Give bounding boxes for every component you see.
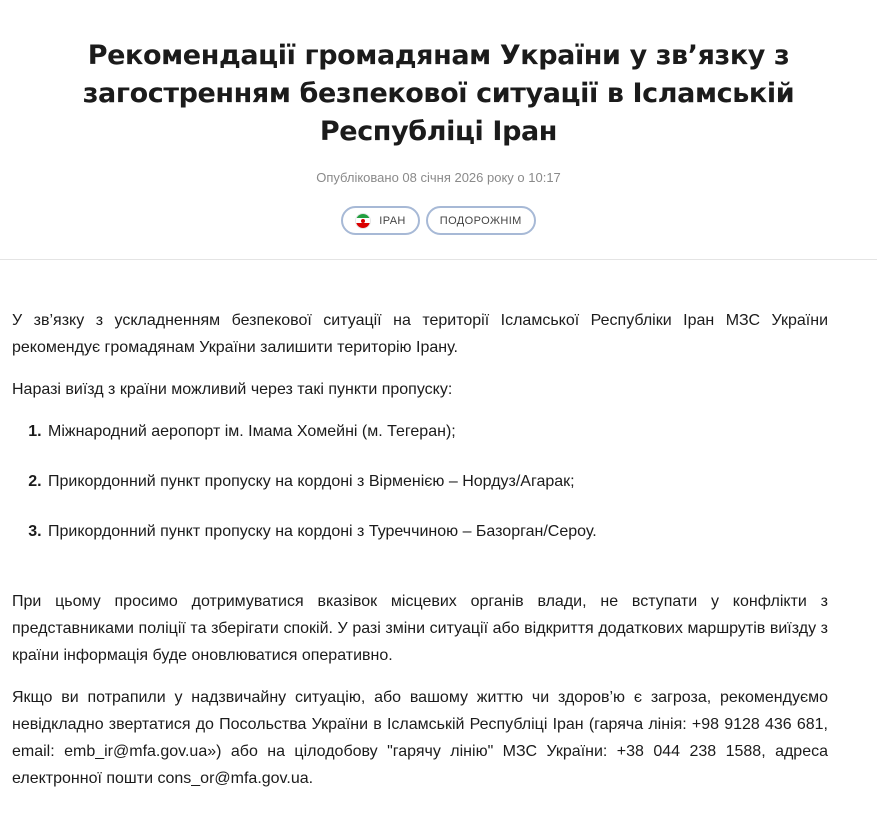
list-item: 1. Міжнародний аеропорт ім. Імама Хомейні (м. Тегеран); — [46, 418, 828, 445]
tag-iran[interactable] — [341, 206, 420, 235]
tag-travelers-label: ПОДОРОЖНІМ — [439, 214, 522, 227]
paragraph-intro: У зв’язку з ускладненням безпекової ситуації на території Ісламської Республіки Іран МЗС України рекомендує громадянам України залишити територію Ірану. — [12, 312, 828, 356]
iran-flag-icon — [355, 213, 371, 229]
list-item: 2. Прикордонний пункт пропуску на кордоні з Вірменією – Нордуз/Агарак; — [46, 468, 828, 495]
tag-travelers[interactable] — [426, 206, 536, 235]
article-body — [0, 260, 877, 792]
list-item: 3. Прикордонний пункт пропуску на кордоні з Туреччиною – Базорган/Сероу. — [46, 518, 828, 545]
paragraph-exit-points: Наразі виїзд з країни можливий через такі пункти пропуску: — [12, 381, 453, 398]
article-header — [0, 0, 877, 235]
paragraph-instructions: При цьому просимо дотримуватися вказівок місцевих органів влади, не вступати у конфлікти з представниками поліції та зберігати спокій. У разі зміни ситуації або відкриття додаткових маршрутів виїзду з країни інформація буде оновлюватися оперативно. — [12, 593, 828, 664]
paragraph-contacts: Якщо ви потрапили у надзвичайну ситуацію, або вашому життю чи здоров’ю є загроза, рекомендуємо невідкладно звертатися до Посольства України в Ісламській Республіці Іран (гаряча лінія: +98 9128 436 681, email: emb_ir@mfa.gov.ua») або на цілодобову "гарячу лінію" МЗС України: +38 044 238 1588, адреса електронної пошти cons_or@mfa.gov.ua. — [12, 689, 828, 787]
exit-points-list — [12, 418, 828, 545]
tag-iran-label: ІРАН — [379, 214, 406, 227]
tag-list — [20, 206, 857, 235]
page-title: Рекомендації громадянам України у зв’язку з загостренням безпекової ситуації в Ісламській Республіці Іран — [82, 40, 795, 147]
published-date: Опубліковано 08 січня 2026 року о 10:17 — [316, 170, 561, 185]
